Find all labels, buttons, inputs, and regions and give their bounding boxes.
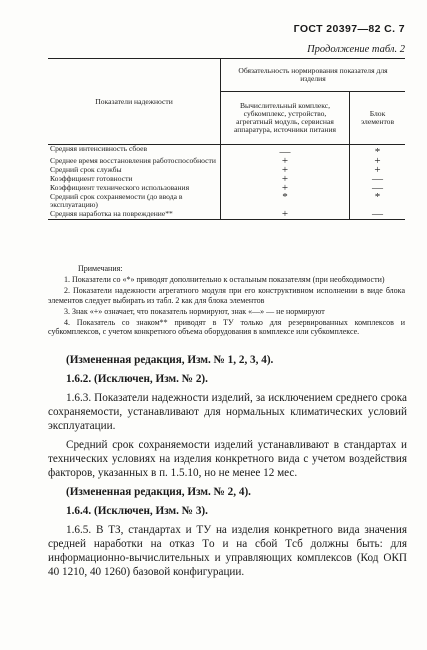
col-header-indicators: Показатели надежности — [48, 59, 221, 145]
note-2: 2. Показатели надежности агрегатного модуля при его конструктивном исполнении в виде блока элементов следует выбирать из табл. 2 как для блока элементов — [48, 286, 405, 305]
mark-complex: + — [221, 157, 350, 166]
col-header-block: Блок элементов — [350, 92, 406, 145]
note-1: 1. Показатели со «*» приводят дополнительно к остальным показателям (при необходимости) — [64, 275, 385, 285]
clause-1-6-4: 1.6.4. (Исключен, Изм. № 3). — [66, 505, 208, 517]
amendment-note-2: (Измененная редакция, Изм. № 2, 4). — [66, 486, 251, 498]
mark-block: + — [350, 166, 406, 175]
reliability-table — [48, 58, 405, 220]
notes-block — [48, 264, 405, 338]
mark-complex: * — [221, 193, 350, 210]
row-name: Средняя наработка на повреждение** — [48, 210, 221, 220]
clause-1-6-3-storage: Средний срок сохраняемости изделий устанавливают в стандартах и технических условиях на изделия конкретного вида с учетом воздействия факторов, указанных в п. 1.5.10, но не менее 12 мес. — [48, 439, 407, 479]
mark-block: — — [350, 210, 406, 220]
mark-block: * — [350, 145, 406, 158]
mark-complex: — — [221, 145, 350, 158]
body-text — [48, 353, 407, 584]
mark-block: — — [350, 175, 406, 184]
mark-block: — — [350, 184, 406, 193]
row-name: Средний срок службы — [50, 165, 122, 174]
row-name: Средний срок сохраняемости (до ввода в эксплуатацию) — [50, 192, 183, 209]
mark-complex: + — [221, 184, 350, 193]
row-name: Средняя интенсивность сбоев — [50, 144, 148, 153]
note-3: 3. Знак «+» означает, что показатель нормируют, знак «—» — не нормируют — [64, 306, 325, 316]
clause-1-6-3: 1.6.3. Показатели надежности изделий, за исключением среднего срока сохраняемости, устанавливают для нормальных климатических условий эксплуатации. — [48, 392, 407, 432]
mark-complex: + — [221, 175, 350, 184]
col-header-group: Обязательность нормирования показателя для изделия — [221, 59, 406, 92]
row-name: Коэффициент готовности — [50, 174, 133, 183]
row-name: Среднее время восстановления работоспособности — [50, 156, 216, 165]
note-4: 4. Показатель со знаком** приводят в ТУ только для резервированных комплексов и субкомплексов, с учетом конкретного объема оборудования в комплексе или субкомплексе. — [48, 317, 405, 337]
clause-1-6-5: 1.6.5. В ТЗ, стандартах и ТУ на изделия конкретного вида значения средней наработки на отказ Tо и на сбой Tсб должны быть: для информационно-вычислительных и управляющих комплексов (Код ОКП 40 1210, 40 1260) базовой конфигурации. — [48, 524, 407, 578]
mark-complex: + — [221, 210, 350, 220]
page-header: ГОСТ 20397—82 С. 7 — [293, 23, 405, 35]
col-header-complex: Вычислительный комплекс, субкомплекс, устройство, агрегатный модуль, сервисная аппаратура, источники питания — [221, 92, 350, 145]
notes-title: Примечания: — [78, 264, 123, 273]
clause-1-6-2: 1.6.2. (Исключен, Изм. № 2). — [66, 373, 208, 385]
table-continuation-label: Продолжение табл. 2 — [307, 44, 405, 55]
mark-block: * — [350, 193, 406, 210]
row-name: Коэффициент технического использования — [50, 183, 190, 192]
table-row — [48, 193, 405, 210]
table-row — [48, 210, 405, 220]
mark-complex: + — [221, 166, 350, 175]
amendment-note-1: (Измененная редакция, Изм. № 1, 2, 3, 4). — [66, 354, 274, 366]
mark-block: + — [350, 157, 406, 166]
